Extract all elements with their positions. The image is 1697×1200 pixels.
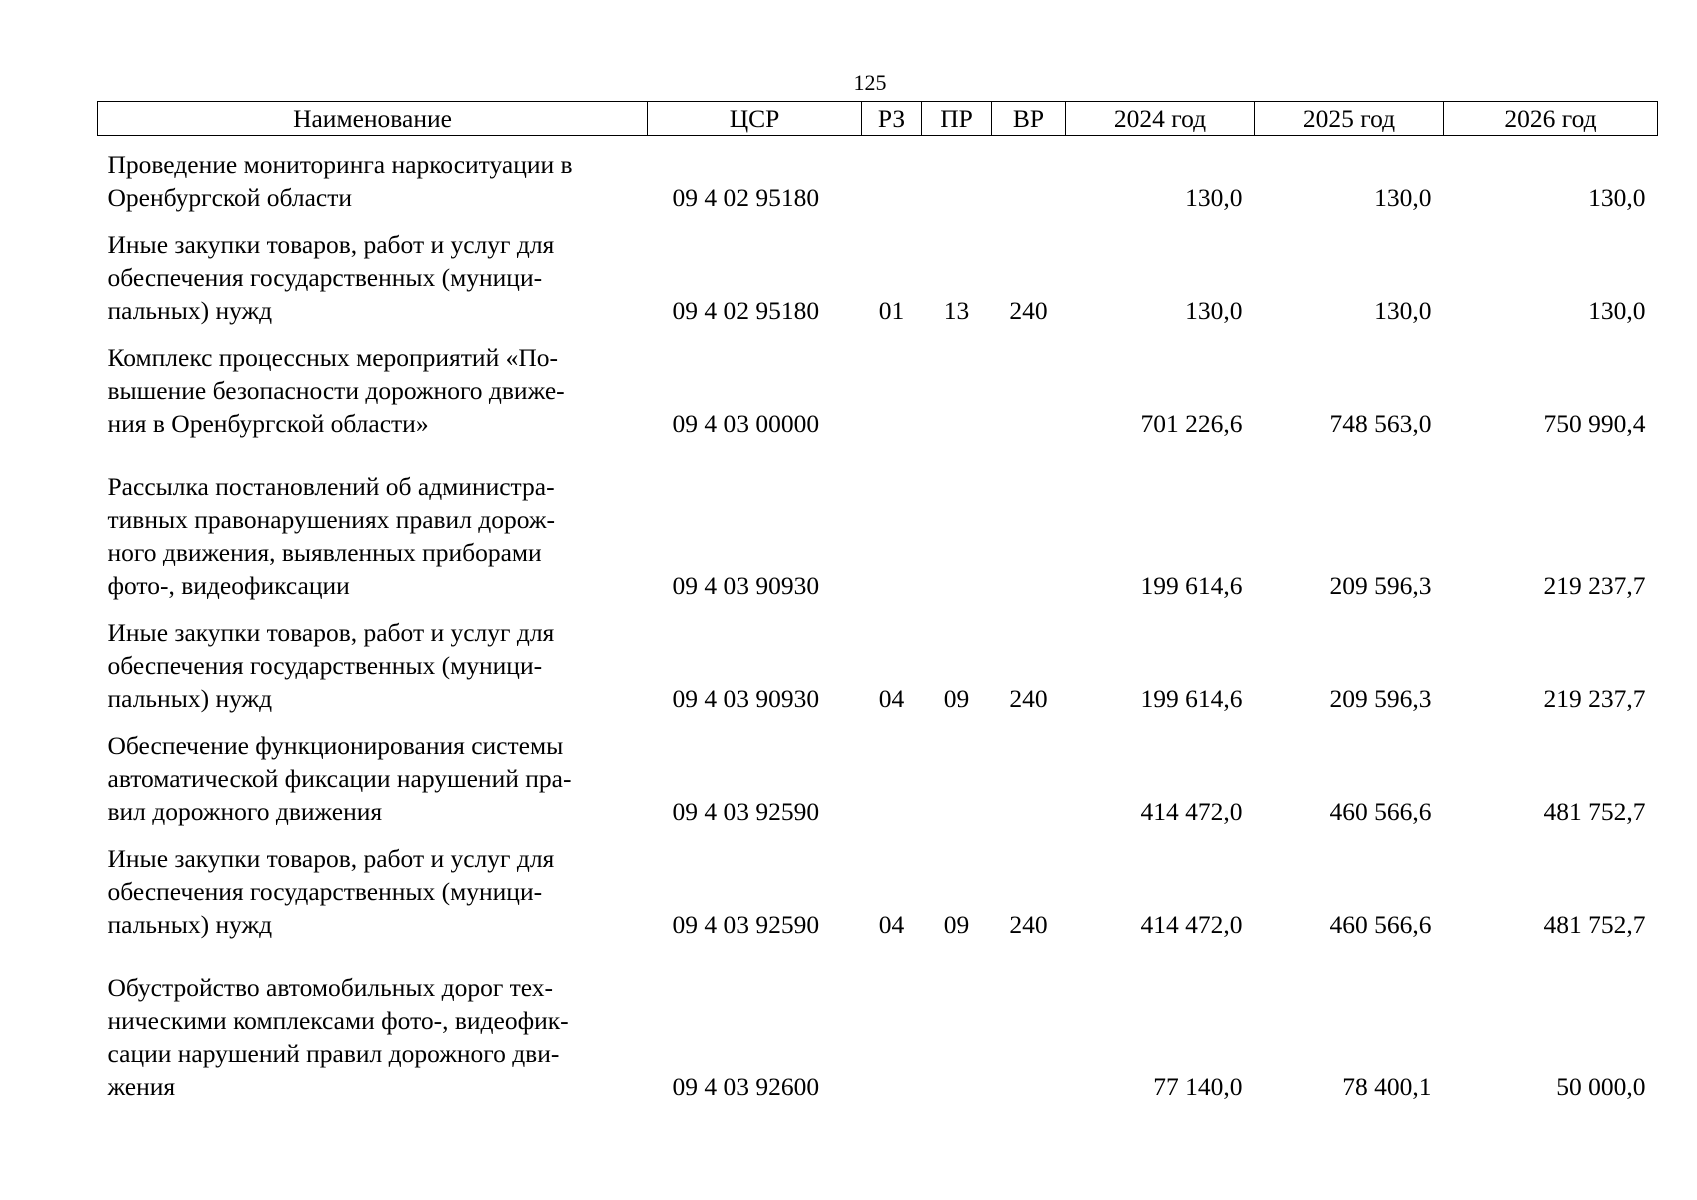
row-name-line: вил дорожного движения xyxy=(107,797,383,826)
table-row xyxy=(98,828,1658,941)
row-2025: 460 566,6 xyxy=(1329,797,1432,826)
row-2024: 199 614,6 xyxy=(1140,684,1243,713)
row-name-line: Проведение мониторинга наркоситуации в xyxy=(107,150,573,179)
row-rz xyxy=(862,327,922,440)
row-name xyxy=(98,214,648,327)
row-vr xyxy=(992,327,1066,440)
row-rz xyxy=(862,715,922,828)
row-pr: 13 xyxy=(943,296,970,325)
row-name-line: Иные закупки товаров, работ и услуг для xyxy=(107,618,555,647)
table-body xyxy=(98,136,1658,1104)
header-2025: 2025 год xyxy=(1255,102,1444,136)
table-row xyxy=(98,327,1658,440)
row-name-line: обеспечения государственных (муници- xyxy=(107,651,543,680)
row-2024: 77 140,0 xyxy=(1153,1072,1243,1101)
row-2026: 130,0 xyxy=(1588,296,1646,325)
row-name xyxy=(98,602,648,715)
row-csr: 09 4 03 90930 xyxy=(672,684,820,713)
row-csr: 09 4 03 00000 xyxy=(672,409,820,438)
table-row xyxy=(98,136,1658,215)
header-2024: 2024 год xyxy=(1066,102,1255,136)
header-vr: ВР xyxy=(992,102,1066,136)
row-2026: 481 752,7 xyxy=(1543,910,1646,939)
row-name-line: ния в Оренбургской области» xyxy=(107,409,429,438)
row-2025: 130,0 xyxy=(1374,183,1432,212)
header-csr: ЦСР xyxy=(648,102,862,136)
row-2026: 219 237,7 xyxy=(1543,684,1646,713)
row-name xyxy=(98,136,648,215)
table-row xyxy=(98,941,1658,1103)
row-name-line: сации нарушений правил дорожного дви- xyxy=(107,1039,560,1068)
table-row xyxy=(98,214,1658,327)
row-name-line: фото-, видеофиксации xyxy=(107,571,350,600)
row-csr: 09 4 03 92590 xyxy=(672,910,820,939)
row-name xyxy=(98,440,648,602)
row-2026: 481 752,7 xyxy=(1543,797,1646,826)
row-name-line: пальных) нужд xyxy=(107,684,273,713)
row-name xyxy=(98,941,648,1103)
row-name-line: жения xyxy=(107,1072,176,1101)
row-2024: 414 472,0 xyxy=(1140,910,1243,939)
row-2025: 78 400,1 xyxy=(1342,1072,1432,1101)
row-csr: 09 4 02 95180 xyxy=(672,183,820,212)
row-2024: 701 226,6 xyxy=(1140,409,1243,438)
row-2024: 414 472,0 xyxy=(1140,797,1243,826)
row-name-line: Обустройство автомобильных дорог тех- xyxy=(107,973,554,1002)
row-2025: 209 596,3 xyxy=(1329,571,1432,600)
page-number: 125 xyxy=(853,70,887,95)
row-2024: 199 614,6 xyxy=(1140,571,1243,600)
row-name xyxy=(98,828,648,941)
row-name-line: пальных) нужд xyxy=(107,296,273,325)
row-name xyxy=(98,327,648,440)
table-row xyxy=(98,602,1658,715)
row-rz: 01 xyxy=(878,296,905,325)
row-rz xyxy=(862,440,922,602)
row-csr: 09 4 03 92600 xyxy=(672,1072,820,1101)
header-2026: 2026 год xyxy=(1444,102,1658,136)
header-row xyxy=(98,102,1658,136)
table-row xyxy=(98,715,1658,828)
row-name-line: Комплекс процессных мероприятий «По- xyxy=(107,343,559,372)
header-name: Наименование xyxy=(98,102,648,136)
row-name-line: тивных правонарушениях правил дорож- xyxy=(107,505,555,534)
row-vr xyxy=(992,941,1066,1103)
row-csr: 09 4 03 90930 xyxy=(672,571,820,600)
row-2026: 130,0 xyxy=(1588,183,1646,212)
row-name-line: обеспечения государственных (муници- xyxy=(107,263,543,292)
row-name-line: Иные закупки товаров, работ и услуг для xyxy=(107,844,555,873)
row-vr: 240 xyxy=(1009,296,1048,325)
row-csr: 09 4 02 95180 xyxy=(672,296,820,325)
row-name-line: Обеспечение функционирования системы xyxy=(107,731,564,760)
header-pr: ПР xyxy=(922,102,992,136)
row-rz: 04 xyxy=(878,684,905,713)
header-rz: РЗ xyxy=(862,102,922,136)
row-2025: 130,0 xyxy=(1374,296,1432,325)
row-csr: 09 4 03 92590 xyxy=(672,797,820,826)
row-pr xyxy=(922,440,992,602)
row-name-line: Иные закупки товаров, работ и услуг для xyxy=(107,230,555,259)
row-name-line: ного движения, выявленных приборами xyxy=(107,538,542,567)
row-name-line: Оренбургской области xyxy=(107,183,353,212)
row-name-line: вышение безопасности дорожного движе- xyxy=(107,376,565,405)
row-name-line: автоматической фиксации нарушений пра- xyxy=(107,764,572,793)
row-pr xyxy=(922,941,992,1103)
row-rz xyxy=(862,941,922,1103)
row-2026: 750 990,4 xyxy=(1543,409,1646,438)
row-vr xyxy=(992,136,1066,215)
row-2026: 219 237,7 xyxy=(1543,571,1646,600)
row-vr: 240 xyxy=(1009,684,1048,713)
budget-table xyxy=(97,101,1658,1103)
row-2026: 50 000,0 xyxy=(1556,1072,1646,1101)
row-2024: 130,0 xyxy=(1185,183,1243,212)
row-pr: 09 xyxy=(943,910,970,939)
row-2025: 209 596,3 xyxy=(1329,684,1432,713)
row-2025: 748 563,0 xyxy=(1329,409,1432,438)
row-name-line: пальных) нужд xyxy=(107,910,273,939)
row-vr xyxy=(992,440,1066,602)
row-rz: 04 xyxy=(878,910,905,939)
row-pr xyxy=(922,327,992,440)
row-name xyxy=(98,715,648,828)
row-pr xyxy=(922,136,992,215)
row-name-line: ническими комплексами фото-, видеофик- xyxy=(107,1006,569,1035)
table-row xyxy=(98,440,1658,602)
row-vr xyxy=(992,715,1066,828)
row-name-line: обеспечения государственных (муници- xyxy=(107,877,543,906)
row-rz xyxy=(862,136,922,215)
row-2025: 460 566,6 xyxy=(1329,910,1432,939)
row-name-line: Рассылка постановлений об администра- xyxy=(107,472,555,501)
row-vr: 240 xyxy=(1009,910,1048,939)
row-2024: 130,0 xyxy=(1185,296,1243,325)
row-pr: 09 xyxy=(943,684,970,713)
row-pr xyxy=(922,715,992,828)
